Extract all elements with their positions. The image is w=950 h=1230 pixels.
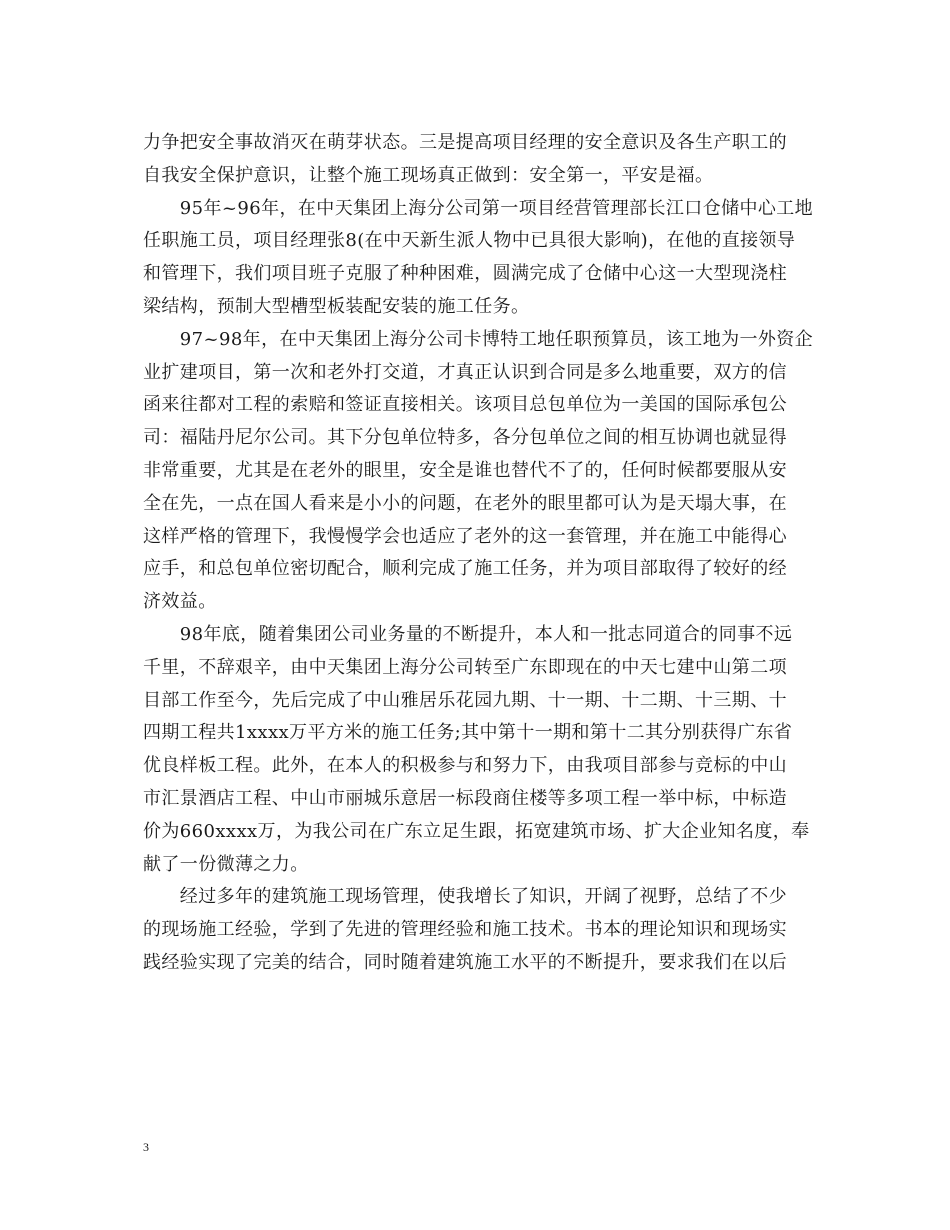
page-number: 3 [143, 1140, 149, 1154]
text-line: 和管理下，我们项目班子克服了种种困难，圆满完成了仓储中心这一大型现浇柱 [143, 263, 787, 285]
text-line: 司：福陆丹尼尔公司。其下分包单位特多，各分包单位之间的相互协调也就显得 [143, 427, 787, 449]
text-line: 经过多年的建筑施工现场管理，使我增长了知识，开阔了视野，总结了不少 [143, 886, 787, 908]
text-line: 应手，和总包单位密切配合，顺利完成了施工任务，并为项目部取得了较好的经 [143, 558, 787, 580]
text-line: 97~98年，在中天集团上海分公司卡博特工地任职预算员，该工地为一外资企 [143, 328, 814, 350]
text-line: 价为660xxxx万，为我公司在广东立足生跟，拓宽建筑市场、扩大企业知名度，奉 [143, 820, 810, 842]
text-line: 自我安全保护意识，让整个施工现场真正做到：安全第一，平安是福。 [143, 164, 714, 186]
text-line: 力争把安全事故消灭在萌芽状态。三是提高项目经理的安全意识及各生产职工的 [143, 132, 787, 153]
text-line: 的现场施工经验，学到了先进的管理经验和施工技术。书本的理论知识和现场实 [143, 919, 787, 941]
text-line: 目部工作至今，先后完成了中山雅居乐花园九期、十一期、十二期、十三期、十 [143, 689, 787, 711]
text-line: 践经验实现了完美的结合，同时随着建筑施工水平的不断提升，要求我们在以后 [143, 952, 787, 973]
text-line: 任职施工员，项目经理张8(在中天新生派人物中已具很大影响)，在他的直接领导 [143, 230, 796, 252]
text-line: 业扩建项目，第一次和老外打交道，才真正认识到合同是多么地重要，双方的信 [143, 361, 787, 383]
text-line: 四期工程共1xxxx万平方米的施工任务;其中第十一期和第十二其分别获得广东省 [143, 722, 793, 744]
text-line: 95年~96年，在中天集团上海分公司第一项目经营管理部长江口仓储中心工地 [143, 197, 814, 219]
text-line: 全在先，一点在国人看来是小小的问题，在老外的眼里都可认为是天塌大事，在 [143, 492, 787, 514]
text-line: 梁结构，预制大型槽型板装配安装的施工任务。 [143, 296, 530, 317]
text-line: 98年底，随着集团公司业务量的不断提升，本人和一批志同道合的同事不远 [143, 624, 793, 645]
text-line: 这样严格的管理下，我慢慢学会也适应了老外的这一套管理，并在施工中能得心 [143, 525, 787, 547]
text-line: 非常重要，尤其是在老外的眼里，安全是谁也替代不了的，任何时候都要服从安 [143, 460, 787, 481]
text-line: 千里，不辞艰辛，由中天集团上海分公司转至广东即现在的中天七建中山第二项 [143, 656, 787, 678]
text-line: 市汇景酒店工程、中山市丽城乐意居一标段商住楼等多项工程一举中标，中标造 [143, 788, 787, 809]
text-line: 献了一份微薄之力。 [143, 853, 309, 875]
text-line: 函来往都对工程的索赔和签证直接相关。该项目总包单位为一美国的国际承包公 [143, 394, 787, 416]
text-line: 济效益。 [143, 591, 217, 613]
text-line: 优良样板工程。此外，在本人的积极参与和努力下，由我项目部参与竞标的中山 [143, 755, 787, 777]
